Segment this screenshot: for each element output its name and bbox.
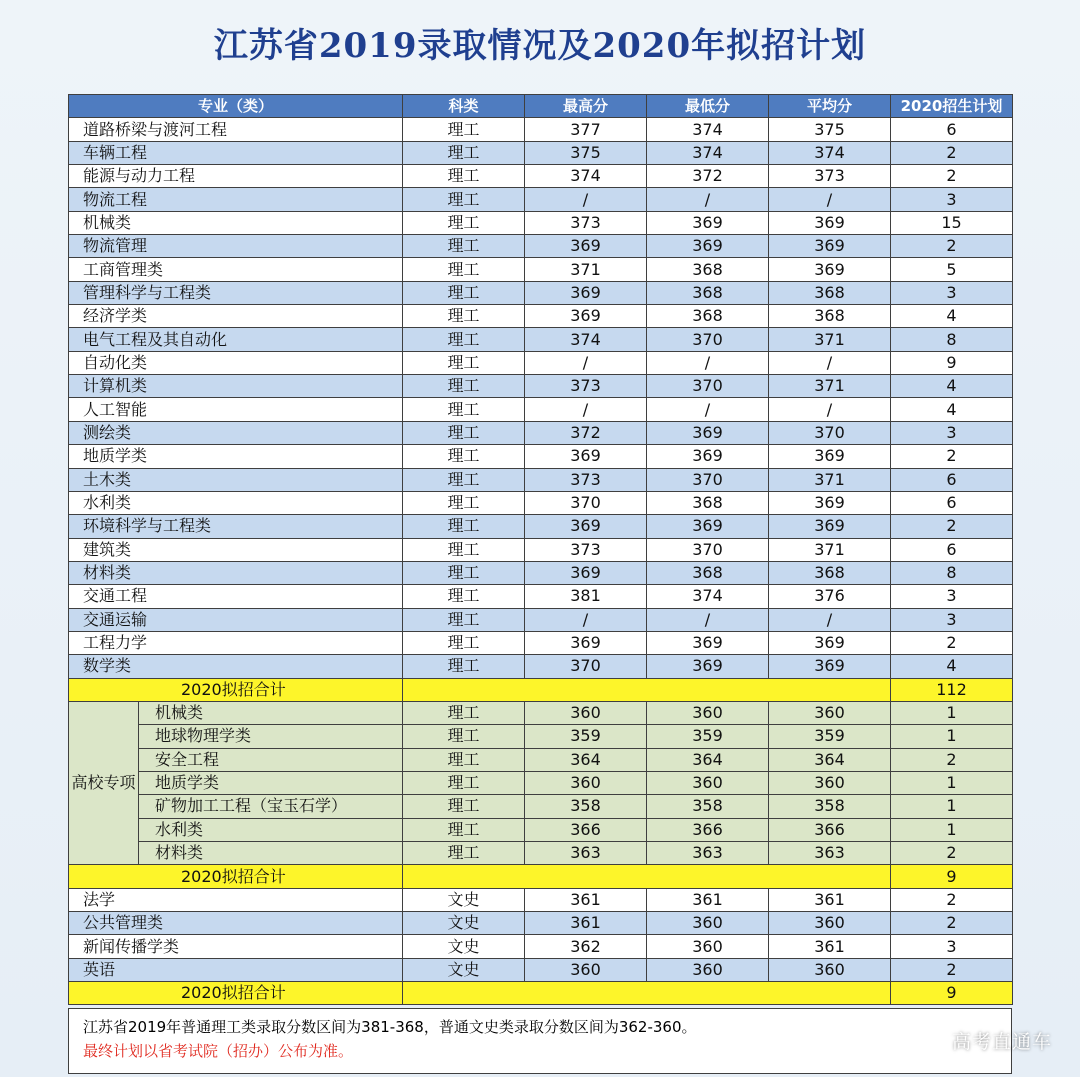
subject-type: 理工 [403,701,525,724]
subject-type: 理工 [403,445,525,468]
table-row [69,421,1013,444]
table-row [69,305,1013,328]
min-score: 369 [647,235,769,258]
plan-count: 1 [891,795,1013,818]
avg-score: 371 [769,328,891,351]
major-name: 能源与动力工程 [69,165,403,188]
subject-type: 文史 [403,958,525,981]
major-name: 电气工程及其自动化 [69,328,403,351]
min-score: 360 [647,912,769,935]
page-title: 江苏省2019录取情况及2020年拟招计划 [213,26,867,66]
table-row [69,795,1013,818]
plan-count: 2 [891,631,1013,654]
subject-type: 理工 [403,118,525,141]
max-score: / [525,188,647,211]
table-row [69,561,1013,584]
subject-type: 理工 [403,258,525,281]
major-name: 机械类 [139,701,403,724]
avg-score: 366 [769,818,891,841]
avg-score: 369 [769,655,891,678]
min-score: 374 [647,141,769,164]
min-score: 369 [647,445,769,468]
major-name: 矿物加工工程（宝玉石学） [139,795,403,818]
table-row [69,958,1013,981]
subject-type: 理工 [403,748,525,771]
plan-count: 1 [891,771,1013,794]
table-row [69,912,1013,935]
special-group-label: 高校专项 [69,701,139,864]
subject-type: 理工 [403,398,525,421]
avg-score: 360 [769,771,891,794]
plan-count: 6 [891,118,1013,141]
table-row [69,538,1013,561]
avg-score: 361 [769,888,891,911]
table-row [69,281,1013,304]
avg-score: 358 [769,795,891,818]
table-header-row [69,95,1013,118]
plan-count: 1 [891,818,1013,841]
max-score: 369 [525,445,647,468]
max-score: 363 [525,842,647,865]
max-score: 375 [525,141,647,164]
total-label: 2020拟招合计 [69,982,403,1005]
min-score: 369 [647,515,769,538]
subject-type: 理工 [403,515,525,538]
table-row [69,375,1013,398]
plan-count: 2 [891,141,1013,164]
header-major: 专业（类） [69,95,403,118]
avg-score: 368 [769,561,891,584]
table-row [69,818,1013,841]
max-score: 360 [525,701,647,724]
subject-type: 理工 [403,631,525,654]
subject-type: 理工 [403,375,525,398]
table-row [69,398,1013,421]
avg-score: 361 [769,935,891,958]
subject-type: 理工 [403,561,525,584]
subject-type: 理工 [403,725,525,748]
avg-score: 371 [769,375,891,398]
plan-count: 3 [891,421,1013,444]
min-score: 360 [647,701,769,724]
major-name: 工程力学 [69,631,403,654]
min-score: 360 [647,935,769,958]
major-name: 自动化类 [69,351,403,374]
table-row [69,118,1013,141]
min-score: 369 [647,631,769,654]
plan-count: 3 [891,935,1013,958]
plan-count: 5 [891,258,1013,281]
major-name: 土木类 [69,468,403,491]
plan-count: 2 [891,235,1013,258]
plan-count: 2 [891,748,1013,771]
avg-score: 369 [769,258,891,281]
min-score: 374 [647,118,769,141]
plan-count: 2 [891,888,1013,911]
table-row [69,258,1013,281]
max-score: 373 [525,375,647,398]
table-row [69,888,1013,911]
major-name: 地质学类 [69,445,403,468]
total-label: 2020拟招合计 [69,678,403,701]
major-name: 道路桥梁与渡河工程 [69,118,403,141]
max-score: / [525,351,647,374]
subject-type: 理工 [403,468,525,491]
min-score: / [647,608,769,631]
major-name: 交通工程 [69,585,403,608]
subject-type: 理工 [403,305,525,328]
subject-type: 理工 [403,281,525,304]
max-score: 360 [525,958,647,981]
major-name: 物流工程 [69,188,403,211]
header-avg: 平均分 [769,95,891,118]
plan-count: 15 [891,211,1013,234]
major-name: 管理科学与工程类 [69,281,403,304]
watermark: 高考直通车 [951,1031,1052,1053]
max-score: 364 [525,748,647,771]
total-blank [403,678,891,701]
total-value: 112 [891,678,1013,701]
max-score: 369 [525,235,647,258]
min-score: 374 [647,585,769,608]
major-name: 地球物理学类 [139,725,403,748]
plan-count: 3 [891,281,1013,304]
table-row [69,701,1013,724]
plan-count: 6 [891,468,1013,491]
plan-count: 2 [891,842,1013,865]
avg-score: 368 [769,281,891,304]
max-score: 358 [525,795,647,818]
major-name: 水利类 [69,491,403,514]
max-score: 362 [525,935,647,958]
table-row [69,842,1013,865]
total-value: 9 [891,865,1013,888]
subject-type: 理工 [403,421,525,444]
major-name: 建筑类 [69,538,403,561]
avg-score: 360 [769,958,891,981]
avg-score: 363 [769,842,891,865]
major-name: 材料类 [139,842,403,865]
min-score: 364 [647,748,769,771]
avg-score: / [769,398,891,421]
avg-score: / [769,188,891,211]
max-score: / [525,608,647,631]
avg-score: 360 [769,912,891,935]
major-name: 经济学类 [69,305,403,328]
plan-count: 8 [891,328,1013,351]
subject-type: 理工 [403,608,525,631]
major-name: 水利类 [139,818,403,841]
table-row [69,515,1013,538]
total-row [69,982,1013,1005]
table-row [69,655,1013,678]
min-score: 368 [647,491,769,514]
max-score: 374 [525,165,647,188]
min-score: 372 [647,165,769,188]
avg-score: 369 [769,211,891,234]
min-score: 370 [647,375,769,398]
subject-type: 理工 [403,235,525,258]
avg-score: 359 [769,725,891,748]
min-score: 368 [647,305,769,328]
min-score: 358 [647,795,769,818]
subject-type: 文史 [403,888,525,911]
plan-count: 3 [891,585,1013,608]
plan-count: 3 [891,608,1013,631]
subject-type: 理工 [403,141,525,164]
min-score: 366 [647,818,769,841]
max-score: 369 [525,305,647,328]
max-score: 373 [525,211,647,234]
subject-type: 理工 [403,351,525,374]
avg-score: 369 [769,515,891,538]
plan-count: 4 [891,305,1013,328]
total-value: 9 [891,982,1013,1005]
max-score: / [525,398,647,421]
plan-count: 2 [891,958,1013,981]
avg-score: 375 [769,118,891,141]
subject-type: 理工 [403,211,525,234]
total-blank [403,865,891,888]
max-score: 369 [525,631,647,654]
max-score: 369 [525,515,647,538]
avg-score: 373 [769,165,891,188]
table-row [69,491,1013,514]
total-row [69,865,1013,888]
subject-type: 理工 [403,188,525,211]
plan-count: 1 [891,725,1013,748]
min-score: 369 [647,211,769,234]
admission-table [68,94,1013,1005]
avg-score: / [769,608,891,631]
footnote-disclaimer: 最终计划以省考试院（招办）公布为准。 [83,1042,354,1060]
avg-score: 369 [769,491,891,514]
total-blank [403,982,891,1005]
max-score: 361 [525,912,647,935]
table-row [69,211,1013,234]
max-score: 361 [525,888,647,911]
min-score: / [647,398,769,421]
header-plan: 2020招生计划 [891,95,1013,118]
table-row [69,608,1013,631]
min-score: 359 [647,725,769,748]
subject-type: 理工 [403,818,525,841]
plan-count: 9 [891,351,1013,374]
avg-score: 368 [769,305,891,328]
plan-count: 2 [891,165,1013,188]
table-row [69,165,1013,188]
major-name: 测绘类 [69,421,403,444]
max-score: 381 [525,585,647,608]
major-name: 人工智能 [69,398,403,421]
major-name: 计算机类 [69,375,403,398]
max-score: 372 [525,421,647,444]
table-row [69,235,1013,258]
subject-type: 理工 [403,771,525,794]
plan-count: 8 [891,561,1013,584]
max-score: 374 [525,328,647,351]
table-row [69,445,1013,468]
min-score: 370 [647,328,769,351]
avg-score: / [769,351,891,374]
major-name: 法学 [69,888,403,911]
max-score: 360 [525,771,647,794]
min-score: 369 [647,655,769,678]
major-name: 车辆工程 [69,141,403,164]
major-name: 环境科学与工程类 [69,515,403,538]
subject-type: 理工 [403,538,525,561]
table-row [69,725,1013,748]
min-score: 360 [647,958,769,981]
min-score: 370 [647,538,769,561]
subject-type: 文史 [403,912,525,935]
table-row [69,141,1013,164]
major-name: 地质学类 [139,771,403,794]
avg-score: 364 [769,748,891,771]
subject-type: 理工 [403,795,525,818]
max-score: 371 [525,258,647,281]
major-name: 新闻传播学类 [69,935,403,958]
table-row [69,188,1013,211]
table-row [69,631,1013,654]
max-score: 370 [525,655,647,678]
avg-score: 360 [769,701,891,724]
subject-type: 理工 [403,328,525,351]
major-name: 工商管理类 [69,258,403,281]
major-name: 数学类 [69,655,403,678]
min-score: 370 [647,468,769,491]
min-score: / [647,351,769,374]
subject-type: 文史 [403,935,525,958]
table-row [69,351,1013,374]
avg-score: 369 [769,235,891,258]
max-score: 369 [525,561,647,584]
min-score: 368 [647,258,769,281]
major-name: 机械类 [69,211,403,234]
avg-score: 374 [769,141,891,164]
plan-count: 1 [891,701,1013,724]
max-score: 373 [525,468,647,491]
min-score: 369 [647,421,769,444]
plan-count: 4 [891,655,1013,678]
subject-type: 理工 [403,165,525,188]
subject-type: 理工 [403,842,525,865]
max-score: 359 [525,725,647,748]
header-min: 最低分 [647,95,769,118]
max-score: 377 [525,118,647,141]
major-name: 英语 [69,958,403,981]
max-score: 366 [525,818,647,841]
min-score: 368 [647,281,769,304]
avg-score: 376 [769,585,891,608]
avg-score: 371 [769,468,891,491]
footnote [68,1008,1012,1074]
major-name: 交通运输 [69,608,403,631]
plan-count: 3 [891,188,1013,211]
max-score: 369 [525,281,647,304]
avg-score: 369 [769,445,891,468]
subject-type: 理工 [403,655,525,678]
min-score: / [647,188,769,211]
major-name: 材料类 [69,561,403,584]
plan-count: 2 [891,515,1013,538]
max-score: 373 [525,538,647,561]
header-subject: 科类 [403,95,525,118]
table-row [69,328,1013,351]
major-name: 安全工程 [139,748,403,771]
plan-count: 4 [891,398,1013,421]
avg-score: 369 [769,631,891,654]
table-row [69,468,1013,491]
avg-score: 370 [769,421,891,444]
plan-count: 2 [891,912,1013,935]
table-row [69,935,1013,958]
major-name: 物流管理 [69,235,403,258]
major-name: 公共管理类 [69,912,403,935]
avg-score: 371 [769,538,891,561]
min-score: 360 [647,771,769,794]
table-row [69,585,1013,608]
min-score: 363 [647,842,769,865]
subject-type: 理工 [403,585,525,608]
plan-count: 4 [891,375,1013,398]
plan-count: 6 [891,538,1013,561]
min-score: 368 [647,561,769,584]
plan-count: 6 [891,491,1013,514]
header-max: 最高分 [525,95,647,118]
total-row [69,678,1013,701]
subject-type: 理工 [403,491,525,514]
min-score: 361 [647,888,769,911]
table-row [69,771,1013,794]
total-label: 2020拟招合计 [69,865,403,888]
footnote-score-range: 江苏省2019年普通理工类录取分数区间为381-368，普通文史类录取分数区间为362-360。 [83,1018,697,1036]
max-score: 370 [525,491,647,514]
table-row [69,748,1013,771]
plan-count: 2 [891,445,1013,468]
